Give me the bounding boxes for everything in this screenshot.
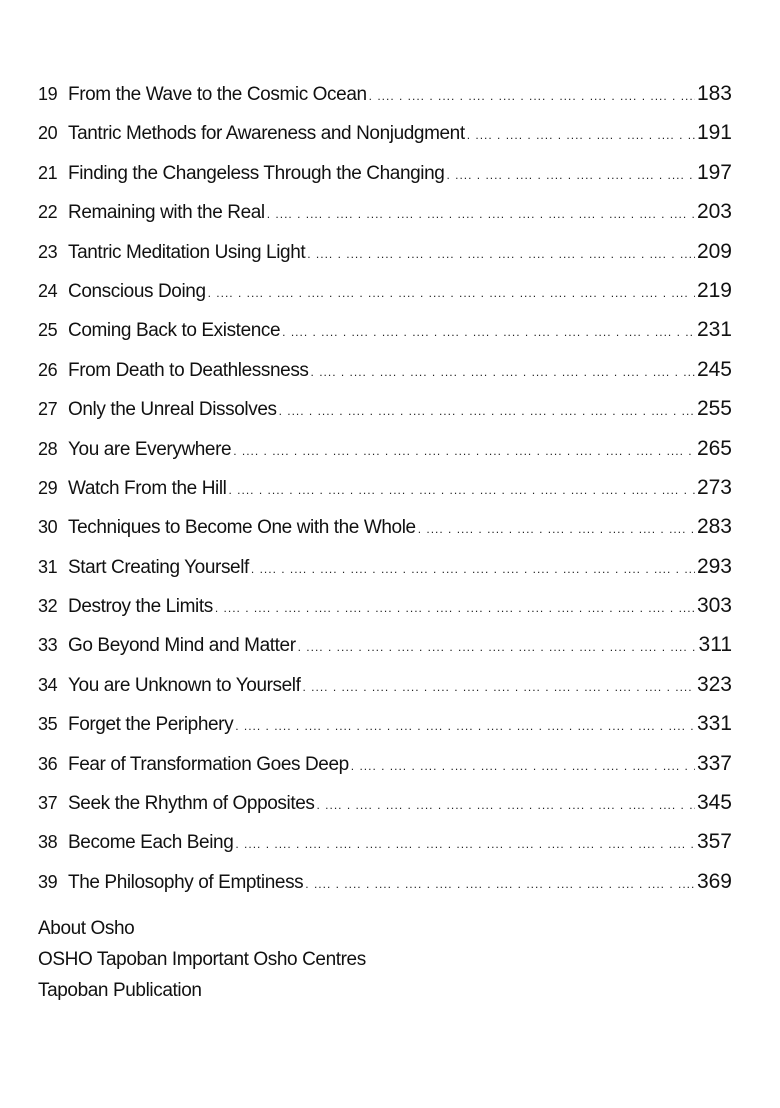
chapter-title: From Death to Deathlessness xyxy=(68,359,309,381)
toc-entry[interactable] xyxy=(38,830,732,869)
page-number: 303 xyxy=(696,594,732,618)
chapter-number: 29 xyxy=(38,477,58,498)
dot-leader xyxy=(311,365,695,379)
chapter-number: 20 xyxy=(38,123,58,144)
chapter-number: 34 xyxy=(38,674,58,695)
chapter-number: 32 xyxy=(38,596,58,617)
toc-entry[interactable] xyxy=(38,791,732,830)
dot-leader xyxy=(215,601,695,615)
toc-entry[interactable] xyxy=(38,870,732,909)
dot-leader xyxy=(446,168,695,182)
chapter-number: 24 xyxy=(38,280,58,301)
table-of-contents xyxy=(38,82,732,909)
dot-leader xyxy=(279,404,695,418)
dot-leader xyxy=(418,522,695,536)
page-number: 283 xyxy=(696,515,732,539)
dot-leader xyxy=(307,247,695,261)
toc-entry[interactable] xyxy=(38,555,732,594)
dot-leader xyxy=(303,680,695,694)
chapter-number: 19 xyxy=(38,84,58,104)
page-number: 331 xyxy=(696,712,732,736)
toc-entry[interactable] xyxy=(38,397,732,436)
chapter-title: Become Each Being xyxy=(68,832,234,854)
page-number: 255 xyxy=(696,397,732,421)
toc-entry[interactable] xyxy=(38,82,732,121)
chapter-number: 33 xyxy=(38,635,58,656)
toc-entry[interactable] xyxy=(38,673,732,712)
toc-entry[interactable] xyxy=(38,279,732,318)
chapter-title: Go Beyond Mind and Matter xyxy=(68,635,296,657)
chapter-title: The Philosophy of Emptiness xyxy=(68,871,304,893)
dot-leader xyxy=(233,444,695,458)
page-number: 231 xyxy=(696,318,732,342)
toc-entry[interactable] xyxy=(38,161,732,200)
page-number: 197 xyxy=(696,160,732,184)
page-number: 311 xyxy=(698,633,732,657)
toc-entry[interactable] xyxy=(38,712,732,751)
chapter-title: You are Everywhere xyxy=(68,438,232,460)
dot-leader xyxy=(251,562,695,576)
chapter-number: 36 xyxy=(38,753,58,774)
chapter-number: 23 xyxy=(38,241,58,262)
page-number: 203 xyxy=(696,200,732,224)
chapter-number: 39 xyxy=(38,871,58,892)
dot-leader xyxy=(208,286,695,300)
chapter-number: 27 xyxy=(38,399,58,420)
toc-entry[interactable] xyxy=(38,633,732,672)
chapter-title: Start Creating Yourself xyxy=(68,556,249,578)
page-number: 323 xyxy=(696,672,732,696)
dot-leader xyxy=(351,759,695,773)
chapter-title: Fear of Transformation Goes Deep xyxy=(68,753,349,775)
page-number: 345 xyxy=(696,791,732,815)
chapter-title: Destroy the Limits xyxy=(68,596,213,618)
chapter-number: 31 xyxy=(38,556,58,577)
dot-leader xyxy=(317,798,695,812)
appendix-item-centres[interactable]: OSHO Tapoban Important Osho Centres xyxy=(38,949,366,970)
chapter-title: Tantric Methods for Awareness and Nonjudgment xyxy=(68,123,465,145)
page-number: 209 xyxy=(696,239,732,263)
dot-leader xyxy=(235,837,695,851)
chapter-title: Watch From the Hill xyxy=(68,477,227,499)
dot-leader xyxy=(298,640,697,654)
page-number: 293 xyxy=(696,554,732,578)
chapter-number: 21 xyxy=(38,162,58,183)
appendix-item-about-osho[interactable]: About Osho xyxy=(38,918,135,939)
toc-entry[interactable] xyxy=(38,476,732,515)
page-number: 265 xyxy=(696,436,732,460)
toc-entry[interactable] xyxy=(38,240,732,279)
toc-entry[interactable] xyxy=(38,358,732,397)
chapter-number: 38 xyxy=(38,832,58,853)
page-number: 273 xyxy=(696,475,732,499)
toc-entry[interactable] xyxy=(38,318,732,357)
page-number: 337 xyxy=(696,751,732,775)
dot-leader xyxy=(229,483,695,497)
chapter-number: 37 xyxy=(38,793,58,814)
appendix-list xyxy=(38,918,366,1011)
page-number: 357 xyxy=(696,830,732,854)
chapter-title: From the Wave to the Cosmic Ocean xyxy=(68,84,367,105)
chapter-title: You are Unknown to Yourself xyxy=(68,674,301,696)
toc-entry[interactable] xyxy=(38,121,732,160)
toc-entry[interactable] xyxy=(38,515,732,554)
dot-leader xyxy=(305,877,695,891)
chapter-number: 26 xyxy=(38,359,58,380)
chapter-number: 30 xyxy=(38,517,58,538)
appendix-item-publication[interactable]: Tapoban Publication xyxy=(38,980,202,1001)
chapter-title: Only the Unreal Dissolves xyxy=(68,399,277,421)
dot-leader xyxy=(235,719,695,733)
chapter-title: Techniques to Become One with the Whole xyxy=(68,517,416,539)
chapter-title: Forget the Periphery xyxy=(68,714,234,736)
chapter-title: Tantric Meditation Using Light xyxy=(68,241,306,263)
dot-leader xyxy=(282,325,695,339)
toc-entry[interactable] xyxy=(38,594,732,633)
chapter-number: 28 xyxy=(38,438,58,459)
chapter-title: Conscious Doing xyxy=(68,280,206,302)
chapter-title: Finding the Changeless Through the Changing xyxy=(68,162,445,184)
page-number: 183 xyxy=(696,82,732,105)
dot-leader xyxy=(267,207,695,221)
chapter-title: Remaining with the Real xyxy=(68,202,265,224)
toc-entry[interactable] xyxy=(38,752,732,791)
page-number: 245 xyxy=(696,357,732,381)
page-number: 219 xyxy=(696,278,732,302)
toc-entry[interactable] xyxy=(38,437,732,476)
toc-entry[interactable] xyxy=(38,200,732,239)
dot-leader xyxy=(467,128,695,142)
chapter-title: Seek the Rhythm of Opposites xyxy=(68,793,315,815)
chapter-number: 35 xyxy=(38,714,58,735)
chapter-number: 22 xyxy=(38,202,58,223)
chapter-title: Coming Back to Existence xyxy=(68,320,281,342)
page-number: 191 xyxy=(696,121,732,145)
dot-leader xyxy=(369,89,695,103)
chapter-number: 25 xyxy=(38,320,58,341)
page-number: 369 xyxy=(696,869,732,893)
